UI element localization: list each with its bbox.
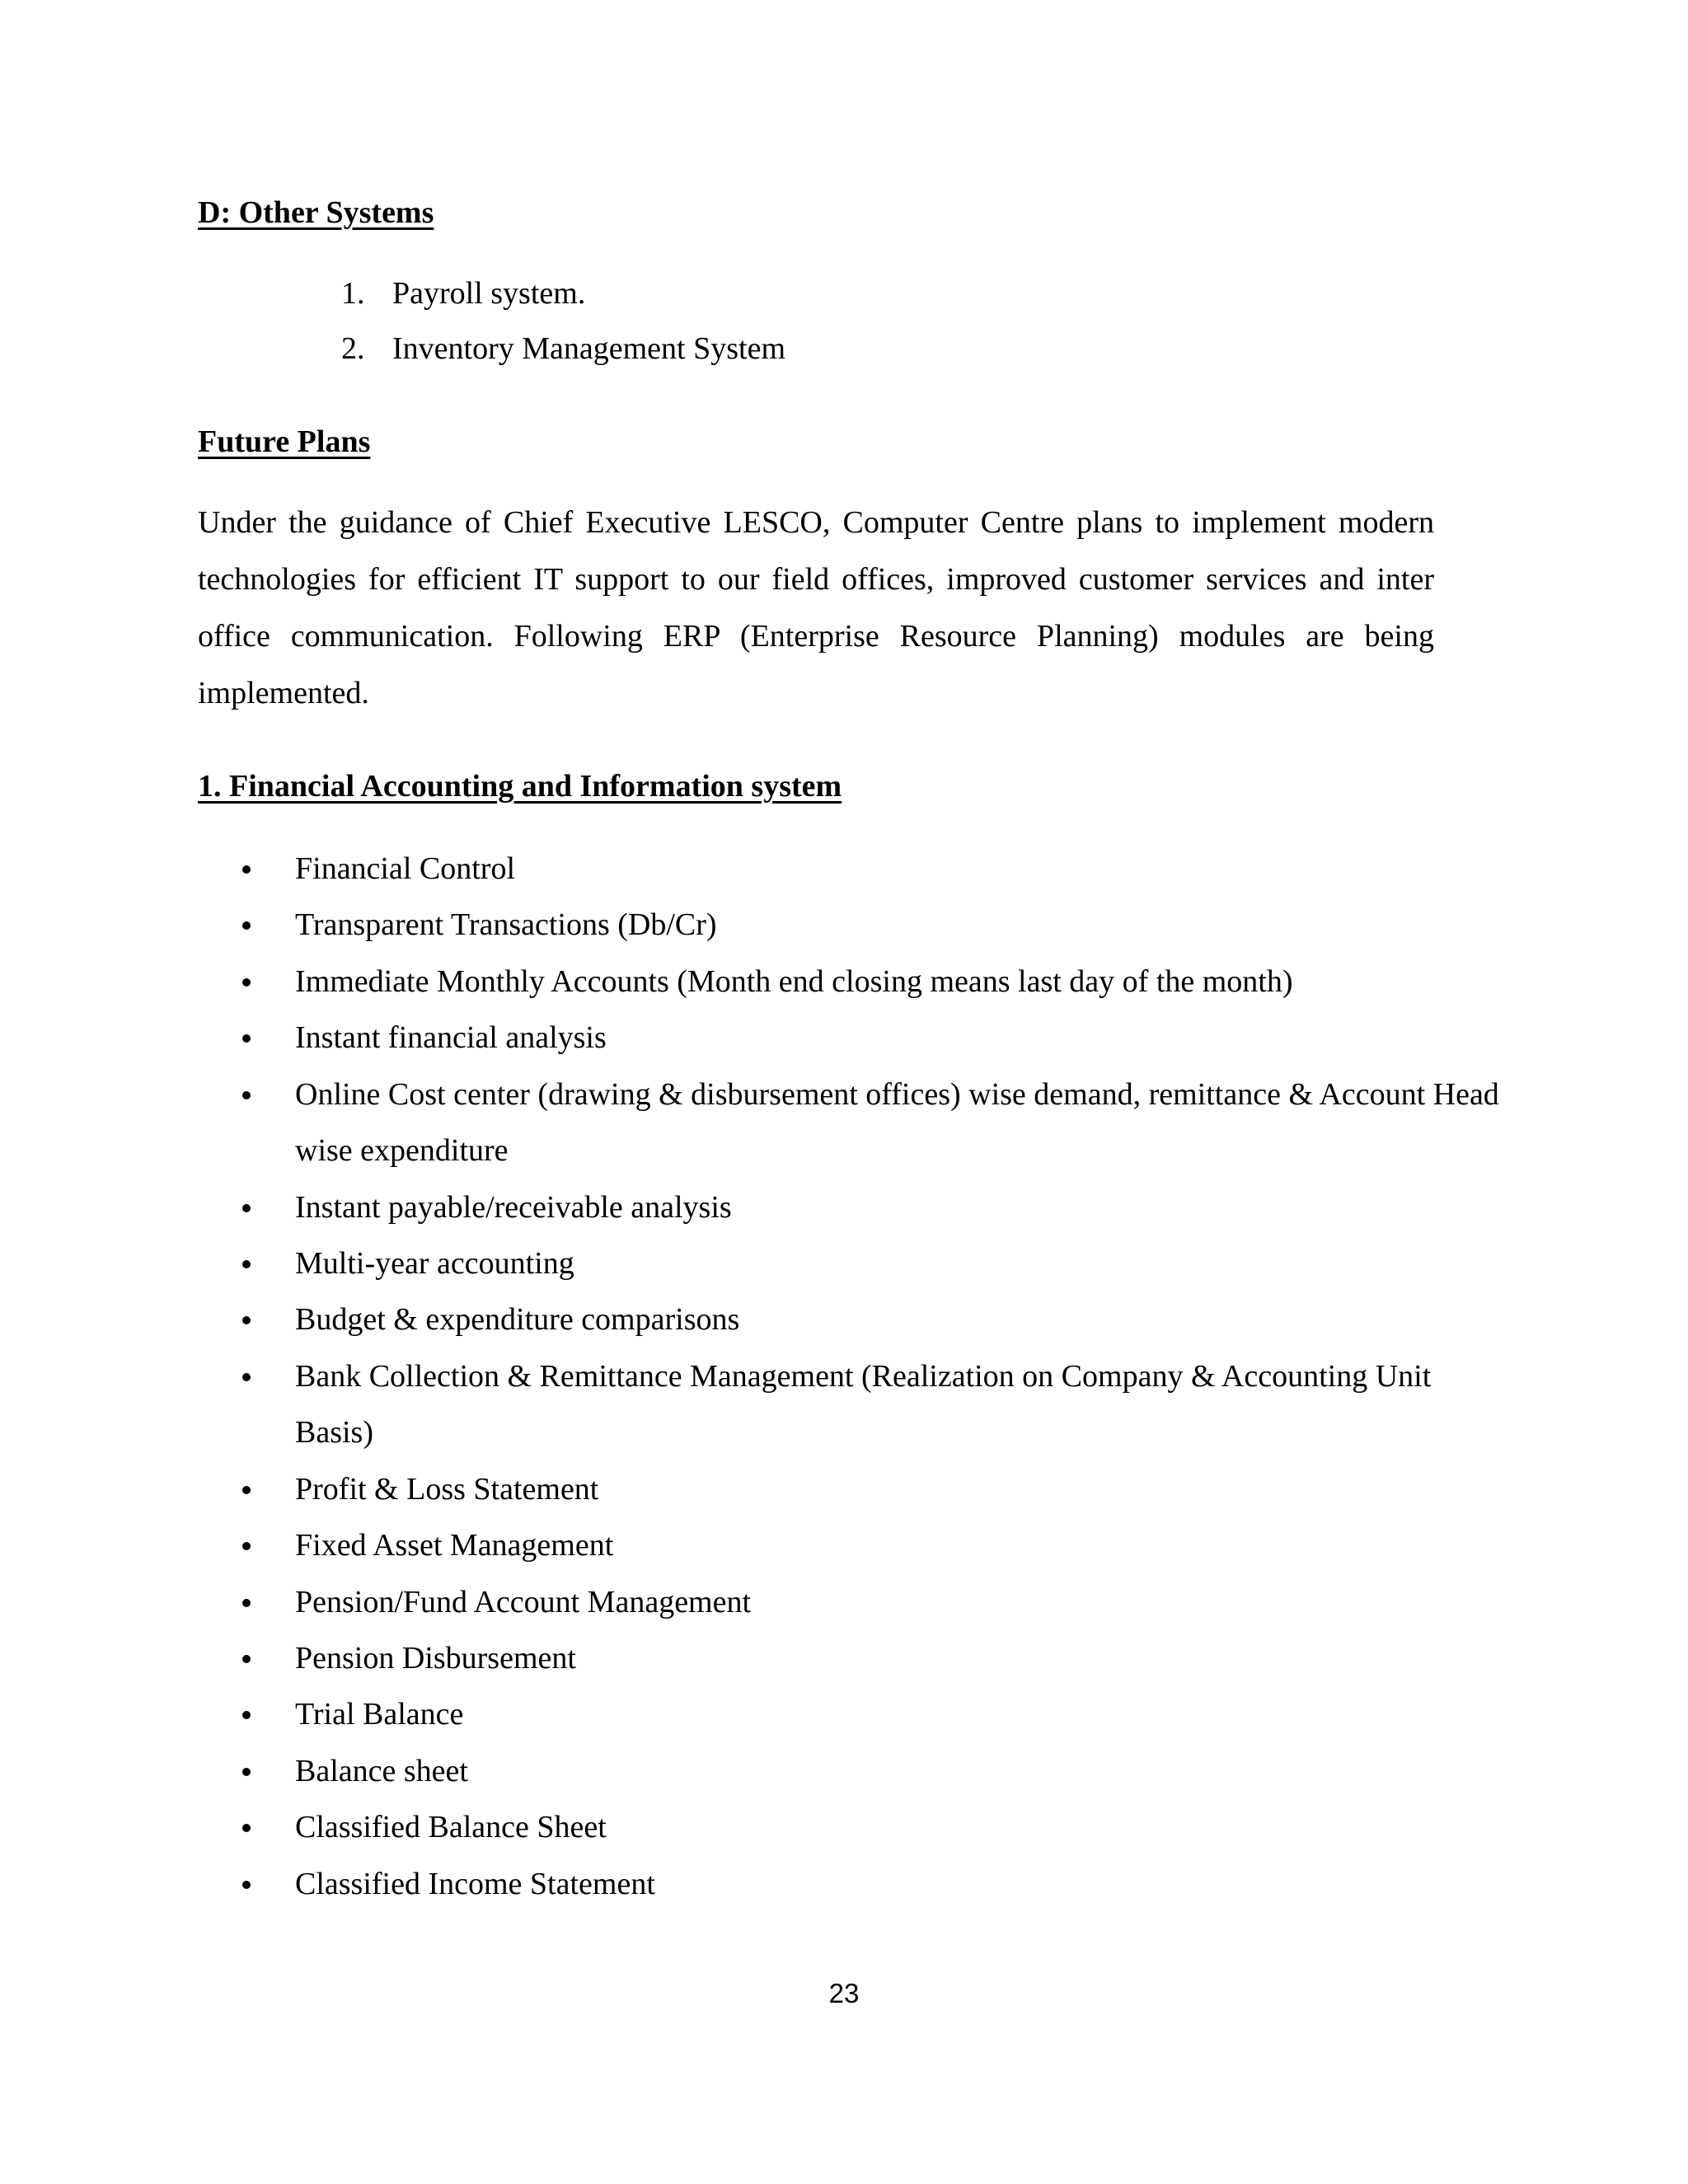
bullet-icon <box>242 1881 251 1889</box>
financial-heading: 1. Financial Accounting and Information system <box>198 769 842 804</box>
bullet-icon <box>242 1486 251 1494</box>
list-item-text: Balance sheet <box>295 1754 468 1788</box>
numbered-item <box>341 275 585 312</box>
item-text: Inventory Management System <box>392 331 786 366</box>
list-item-text: Budget & expenditure comparisons <box>295 1302 740 1337</box>
list-item-text: Instant financial analysis <box>295 1020 607 1055</box>
bullet-icon <box>242 865 251 874</box>
bullet-icon <box>242 1542 251 1550</box>
bullet-icon <box>242 1034 251 1043</box>
list-item-text: Fixed Asset Management <box>295 1528 614 1563</box>
list-item-text: Profit & Loss Statement <box>295 1472 599 1507</box>
list-item-text: Transparent Transactions (Db/Cr) <box>295 907 717 942</box>
page-number: 23 <box>828 1978 860 2008</box>
bullet-icon <box>242 1768 251 1776</box>
section-d-heading: D: Other Systems <box>198 195 434 230</box>
future-plans-paragraph: Under the guidance of Chief Executive LESCO, Computer Centre plans to implement modern technologies for efficient IT support to our field offices, improved customer services and inter office communication. Following ERP (Enterprise Resource Planning) modules are being implemented. <box>198 505 1434 710</box>
bullet-icon <box>242 1655 251 1663</box>
bullet-icon <box>242 978 251 987</box>
list-item-text: Bank Collection & Remittance Management (Realization on Company & Accounting Unit Basis) <box>295 1359 1432 1450</box>
future-plans-heading: Future Plans <box>198 424 371 459</box>
bullet-icon <box>242 1711 251 1719</box>
list-item-text: Instant payable/receivable analysis <box>295 1190 732 1225</box>
bullet-icon <box>242 1824 251 1832</box>
list-item-text: Classified Income Statement <box>295 1867 655 1901</box>
item-number: 1. <box>341 276 365 311</box>
bullet-icon <box>242 1260 251 1268</box>
bullet-icon <box>242 1316 251 1324</box>
list-item-text: Multi-year accounting <box>295 1246 574 1281</box>
list-item-text: Online Cost center (drawing & disbursement offices) wise demand, remittance & Account Head wise expenditure <box>295 1077 1499 1168</box>
bullet-icon <box>242 1204 251 1212</box>
item-number: 2. <box>341 331 365 366</box>
bullet-icon <box>242 921 251 930</box>
list-item-text: Pension Disbursement <box>295 1641 576 1675</box>
item-text: Payroll system. <box>392 276 586 311</box>
list-item-text: Financial Control <box>295 851 516 886</box>
list-item-text: Immediate Monthly Accounts (Month end closing means last day of the month) <box>295 964 1293 999</box>
list-item-text: Pension/Fund Account Management <box>295 1585 752 1619</box>
bullet-icon <box>242 1091 251 1099</box>
bullet-icon <box>242 1373 251 1381</box>
list-item-text: Classified Balance Sheet <box>295 1810 607 1844</box>
bullet-icon <box>242 1599 251 1607</box>
numbered-item <box>341 330 785 367</box>
list-item-text: Trial Balance <box>295 1697 464 1732</box>
